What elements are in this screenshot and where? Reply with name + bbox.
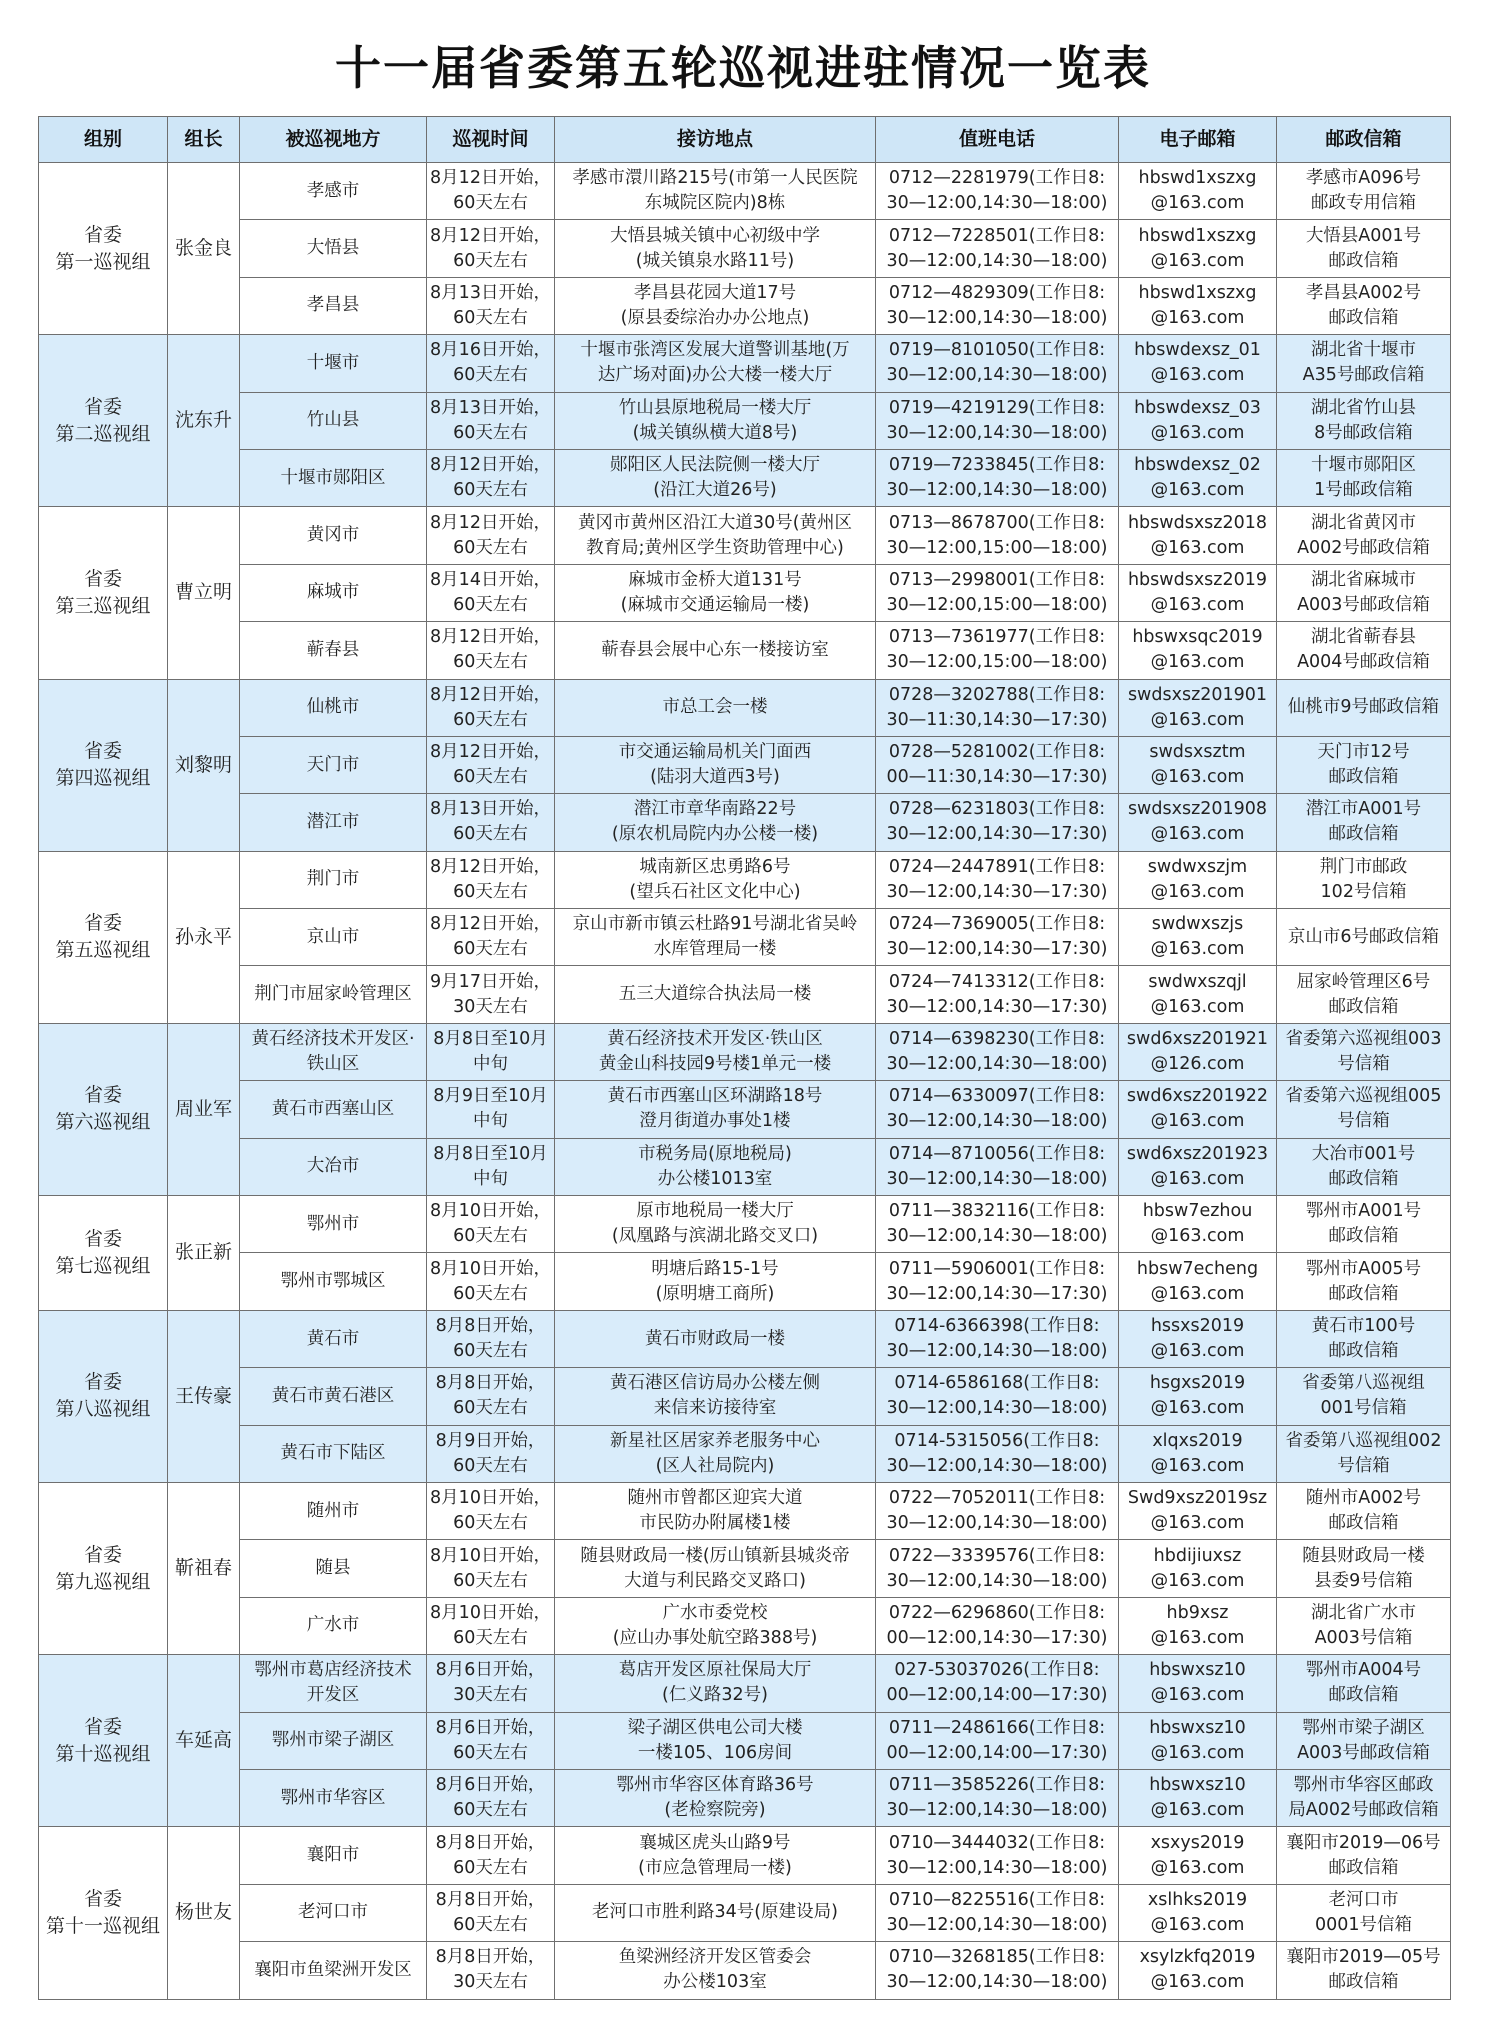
phone-cell: 0713—8678700(工作日8: 30—12:00,15:00—18:00) bbox=[876, 507, 1119, 564]
place-cell: 黄石市西塞山区 bbox=[240, 1081, 427, 1138]
phone-cell: 0728—6231803(工作日8: 30—12:00,14:30—17:30) bbox=[876, 794, 1119, 851]
group-name-cell: 省委 第十巡视组 bbox=[39, 1655, 168, 1827]
address-cell: 老河口市胜利路34号(原建设局) bbox=[555, 1884, 876, 1941]
address-cell: 新星社区居家养老服务中心 (区人社局院内) bbox=[555, 1425, 876, 1482]
email-cell: swd6xsz201922 @163.com bbox=[1119, 1081, 1277, 1138]
phone-cell: 0711—5906001(工作日8: 30—12:00,14:30—17:30) bbox=[876, 1253, 1119, 1310]
phone-cell: 0711—3585226(工作日8: 30—12:00,14:30—18:00) bbox=[876, 1769, 1119, 1826]
time-cell: 8月8日至10月 中旬 bbox=[427, 1023, 555, 1080]
place-cell: 黄石市下陆区 bbox=[240, 1425, 427, 1482]
postbox-cell: 省委第八巡视组 001号信箱 bbox=[1277, 1368, 1451, 1425]
address-cell: 黄冈市黄州区沿江大道30号(黄州区 教育局;黄州区学生资助管理中心) bbox=[555, 507, 876, 564]
time-cell: 8月10日开始， 60天左右 bbox=[427, 1482, 555, 1539]
email-cell: hbswdexsz_03 @163.com bbox=[1119, 392, 1277, 449]
address-cell: 葛店开发区原社保局大厅 (仁义路32号) bbox=[555, 1655, 876, 1712]
email-cell: swdwxszqjl @163.com bbox=[1119, 966, 1277, 1023]
postbox-cell: 鄂州市A001号 邮政信箱 bbox=[1277, 1196, 1451, 1253]
inspection-table bbox=[38, 116, 1451, 2000]
place-cell: 竹山县 bbox=[240, 392, 427, 449]
address-cell: 襄城区虎头山路9号 (市应急管理局一楼) bbox=[555, 1827, 876, 1884]
table-row bbox=[39, 851, 1451, 908]
postbox-cell: 孝昌县A002号 邮政信箱 bbox=[1277, 277, 1451, 334]
place-cell: 京山市 bbox=[240, 909, 427, 966]
phone-cell: 027-53037026(工作日8: 00—12:00,14:00—17:30) bbox=[876, 1655, 1119, 1712]
postbox-cell: 仙桃市9号邮政信箱 bbox=[1277, 679, 1451, 736]
email-cell: swdsxsztm @163.com bbox=[1119, 736, 1277, 793]
email-cell: hbswdexsz_02 @163.com bbox=[1119, 449, 1277, 506]
email-cell: hbswxsz10 @163.com bbox=[1119, 1712, 1277, 1769]
group-leader-cell: 靳祖春 bbox=[168, 1482, 240, 1654]
email-cell: hb9xsz @163.com bbox=[1119, 1597, 1277, 1654]
place-cell: 黄石市 bbox=[240, 1310, 427, 1367]
email-cell: xsylzkfq2019 @163.com bbox=[1119, 1942, 1277, 1999]
phone-cell: 0711—3832116(工作日8: 30—12:00,14:30—18:00) bbox=[876, 1196, 1119, 1253]
address-cell: 五三大道综合执法局一楼 bbox=[555, 966, 876, 1023]
time-cell: 8月12日开始， 60天左右 bbox=[427, 220, 555, 277]
group-name-cell: 省委 第六巡视组 bbox=[39, 1023, 168, 1195]
email-cell: hbdijiuxsz @163.com bbox=[1119, 1540, 1277, 1597]
phone-cell: 0712—4829309(工作日8: 30—12:00,14:30—18:00) bbox=[876, 277, 1119, 334]
postbox-cell: 湖北省麻城市 A003号邮政信箱 bbox=[1277, 564, 1451, 621]
email-cell: hsgxs2019 @163.com bbox=[1119, 1368, 1277, 1425]
table-row bbox=[39, 277, 1451, 334]
time-cell: 8月10日开始， 60天左右 bbox=[427, 1253, 555, 1310]
table-row bbox=[39, 335, 1451, 392]
phone-cell: 0728—3202788(工作日8: 30—11:30,14:30—17:30) bbox=[876, 679, 1119, 736]
group-name-cell: 省委 第十一巡视组 bbox=[39, 1827, 168, 1999]
time-cell: 8月8日开始， 60天左右 bbox=[427, 1827, 555, 1884]
postbox-cell: 老河口市 0001号信箱 bbox=[1277, 1884, 1451, 1941]
address-cell: 市税务局(原地税局) 办公楼1013室 bbox=[555, 1138, 876, 1195]
postbox-cell: 鄂州市A004号 邮政信箱 bbox=[1277, 1655, 1451, 1712]
header-row bbox=[39, 117, 1451, 163]
place-cell: 黄石市黄石港区 bbox=[240, 1368, 427, 1425]
table-row bbox=[39, 1769, 1451, 1826]
header-postbox: 邮政信箱 bbox=[1277, 117, 1451, 163]
table-row bbox=[39, 220, 1451, 277]
email-cell: hbswdsxsz2019 @163.com bbox=[1119, 564, 1277, 621]
postbox-cell: 屈家岭管理区6号 邮政信箱 bbox=[1277, 966, 1451, 1023]
address-cell: 孝感市澴川路215号(市第一人民医院 东城院区院内)8栋 bbox=[555, 163, 876, 220]
group-name-cell: 省委 第八巡视组 bbox=[39, 1310, 168, 1482]
place-cell: 黄石经济技术开发区· 铁山区 bbox=[240, 1023, 427, 1080]
address-cell: 黄石经济技术开发区·铁山区 黄金山科技园9号楼1单元一楼 bbox=[555, 1023, 876, 1080]
table-body bbox=[39, 163, 1451, 2000]
place-cell: 鄂州市华容区 bbox=[240, 1769, 427, 1826]
postbox-cell: 省委第六巡视组005 号信箱 bbox=[1277, 1081, 1451, 1138]
place-cell: 黄冈市 bbox=[240, 507, 427, 564]
time-cell: 8月12日开始， 60天左右 bbox=[427, 736, 555, 793]
group-leader-cell: 刘黎明 bbox=[168, 679, 240, 851]
postbox-cell: 鄂州市华容区邮政 局A002号邮政信箱 bbox=[1277, 1769, 1451, 1826]
table-row bbox=[39, 794, 1451, 851]
table-row bbox=[39, 1540, 1451, 1597]
postbox-cell: 随县财政局一楼 县委9号信箱 bbox=[1277, 1540, 1451, 1597]
time-cell: 8月12日开始， 60天左右 bbox=[427, 507, 555, 564]
email-cell: hbsw7ezhou @163.com bbox=[1119, 1196, 1277, 1253]
table-row bbox=[39, 1425, 1451, 1482]
email-cell: swdwxszjs @163.com bbox=[1119, 909, 1277, 966]
phone-cell: 0714—6330097(工作日8: 30—12:00,14:30—18:00) bbox=[876, 1081, 1119, 1138]
postbox-cell: 天门市12号 邮政信箱 bbox=[1277, 736, 1451, 793]
phone-cell: 0710—8225516(工作日8: 30—12:00,14:30—18:00) bbox=[876, 1884, 1119, 1941]
table-row bbox=[39, 1310, 1451, 1367]
place-cell: 鄂州市葛店经济技术 开发区 bbox=[240, 1655, 427, 1712]
address-cell: 孝昌县花园大道17号 (原县委综治办办公地点) bbox=[555, 277, 876, 334]
time-cell: 8月13日开始， 60天左右 bbox=[427, 392, 555, 449]
email-cell: swd6xsz201923 @163.com bbox=[1119, 1138, 1277, 1195]
phone-cell: 0714-6586168(工作日8: 30—12:00,14:30—18:00) bbox=[876, 1368, 1119, 1425]
email-cell: hbswxsz10 @163.com bbox=[1119, 1769, 1277, 1826]
address-cell: 广水市委党校 (应山办事处航空路388号) bbox=[555, 1597, 876, 1654]
header-leader: 组长 bbox=[168, 117, 240, 163]
address-cell: 黄石港区信访局办公楼左侧 来信来访接待室 bbox=[555, 1368, 876, 1425]
table-row bbox=[39, 449, 1451, 506]
address-cell: 大悟县城关镇中心初级中学 (城关镇泉水路11号) bbox=[555, 220, 876, 277]
postbox-cell: 襄阳市2019—05号 邮政信箱 bbox=[1277, 1942, 1451, 1999]
group-leader-cell: 杨世友 bbox=[168, 1827, 240, 1999]
phone-cell: 0719—7233845(工作日8: 30—12:00,14:30—18:00) bbox=[876, 449, 1119, 506]
header-place: 被巡视地方 bbox=[240, 117, 427, 163]
email-cell: hbswxsz10 @163.com bbox=[1119, 1655, 1277, 1712]
postbox-cell: 黄石市100号 邮政信箱 bbox=[1277, 1310, 1451, 1367]
place-cell: 潜江市 bbox=[240, 794, 427, 851]
phone-cell: 0722—6296860(工作日8: 00—12:00,14:30—17:30) bbox=[876, 1597, 1119, 1654]
email-cell: xlqxs2019 @163.com bbox=[1119, 1425, 1277, 1482]
place-cell: 蕲春县 bbox=[240, 622, 427, 679]
phone-cell: 0713—2998001(工作日8: 30—12:00,15:00—18:00) bbox=[876, 564, 1119, 621]
header-group: 组别 bbox=[39, 117, 168, 163]
group-leader-cell: 沈东升 bbox=[168, 335, 240, 507]
postbox-cell: 湖北省竹山县 8号邮政信箱 bbox=[1277, 392, 1451, 449]
table-row bbox=[39, 1712, 1451, 1769]
table-row bbox=[39, 622, 1451, 679]
time-cell: 8月12日开始， 60天左右 bbox=[427, 163, 555, 220]
address-cell: 蕲春县会展中心东一楼接访室 bbox=[555, 622, 876, 679]
address-cell: 市交通运输局机关门面西 (陆羽大道西3号) bbox=[555, 736, 876, 793]
table-row bbox=[39, 392, 1451, 449]
email-cell: hssxs2019 @163.com bbox=[1119, 1310, 1277, 1367]
phone-cell: 0712—2281979(工作日8: 30—12:00,14:30—18:00) bbox=[876, 163, 1119, 220]
place-cell: 仙桃市 bbox=[240, 679, 427, 736]
group-name-cell: 省委 第五巡视组 bbox=[39, 851, 168, 1023]
postbox-cell: 大悟县A001号 邮政信箱 bbox=[1277, 220, 1451, 277]
group-name-cell: 省委 第四巡视组 bbox=[39, 679, 168, 851]
phone-cell: 0714-6366398(工作日8: 30—12:00,14:30—18:00) bbox=[876, 1310, 1119, 1367]
time-cell: 8月6日开始， 30天左右 bbox=[427, 1655, 555, 1712]
phone-cell: 0710—3268185(工作日8: 30—12:00,14:30—18:00) bbox=[876, 1942, 1119, 1999]
place-cell: 大冶市 bbox=[240, 1138, 427, 1195]
email-cell: swdsxsz201901 @163.com bbox=[1119, 679, 1277, 736]
email-cell: hbsw7echeng @163.com bbox=[1119, 1253, 1277, 1310]
table-row bbox=[39, 1884, 1451, 1941]
header-time: 巡视时间 bbox=[427, 117, 555, 163]
postbox-cell: 荆门市邮政 102号信箱 bbox=[1277, 851, 1451, 908]
time-cell: 8月8日开始， 60天左右 bbox=[427, 1310, 555, 1367]
place-cell: 鄂州市鄂城区 bbox=[240, 1253, 427, 1310]
table-row bbox=[39, 909, 1451, 966]
address-cell: 十堰市张湾区发展大道警训基地(万 达广场对面)办公大楼一楼大厅 bbox=[555, 335, 876, 392]
phone-cell: 0724—7369005(工作日8: 30—12:00,14:30—17:30) bbox=[876, 909, 1119, 966]
address-cell: 京山市新市镇云杜路91号湖北省吴岭 水库管理局一楼 bbox=[555, 909, 876, 966]
postbox-cell: 湖北省广水市 A003号信箱 bbox=[1277, 1597, 1451, 1654]
email-cell: hbswd1xszxg @163.com bbox=[1119, 277, 1277, 334]
phone-cell: 0724—2447891(工作日8: 30—12:00,14:30—17:30) bbox=[876, 851, 1119, 908]
table-row bbox=[39, 1827, 1451, 1884]
postbox-cell: 鄂州市梁子湖区 A003号邮政信箱 bbox=[1277, 1712, 1451, 1769]
table-row bbox=[39, 1196, 1451, 1253]
place-cell: 荆门市 bbox=[240, 851, 427, 908]
email-cell: xsxys2019 @163.com bbox=[1119, 1827, 1277, 1884]
phone-cell: 0728—5281002(工作日8: 00—11:30,14:30—17:30) bbox=[876, 736, 1119, 793]
group-leader-cell: 张金良 bbox=[168, 163, 240, 335]
address-cell: 黄石市财政局一楼 bbox=[555, 1310, 876, 1367]
place-cell: 十堰市 bbox=[240, 335, 427, 392]
place-cell: 襄阳市 bbox=[240, 1827, 427, 1884]
time-cell: 8月8日开始， 60天左右 bbox=[427, 1368, 555, 1425]
postbox-cell: 省委第六巡视组003 号信箱 bbox=[1277, 1023, 1451, 1080]
table-row bbox=[39, 1138, 1451, 1195]
time-cell: 8月16日开始， 60天左右 bbox=[427, 335, 555, 392]
email-cell: swdsxsz201908 @163.com bbox=[1119, 794, 1277, 851]
table-row bbox=[39, 1482, 1451, 1539]
email-cell: swdwxszjm @163.com bbox=[1119, 851, 1277, 908]
time-cell: 9月17日开始， 30天左右 bbox=[427, 966, 555, 1023]
postbox-cell: 京山市6号邮政信箱 bbox=[1277, 909, 1451, 966]
address-cell: 梁子湖区供电公司大楼 一楼105、106房间 bbox=[555, 1712, 876, 1769]
table-row bbox=[39, 1023, 1451, 1080]
time-cell: 8月9日至10月 中旬 bbox=[427, 1081, 555, 1138]
address-cell: 明塘后路15-1号 (原明塘工商所) bbox=[555, 1253, 876, 1310]
time-cell: 8月9日开始， 60天左右 bbox=[427, 1425, 555, 1482]
address-cell: 随县财政局一楼(厉山镇新县城炎帝 大道与利民路交叉路口) bbox=[555, 1540, 876, 1597]
email-cell: hbswdsxsz2018 @163.com bbox=[1119, 507, 1277, 564]
postbox-cell: 孝感市A096号 邮政专用信箱 bbox=[1277, 163, 1451, 220]
phone-cell: 0722—7052011(工作日8: 30—12:00,14:30—18:00) bbox=[876, 1482, 1119, 1539]
time-cell: 8月8日开始， 60天左右 bbox=[427, 1884, 555, 1941]
time-cell: 8月13日开始， 60天左右 bbox=[427, 277, 555, 334]
group-name-cell: 省委 第三巡视组 bbox=[39, 507, 168, 679]
table-row bbox=[39, 1655, 1451, 1712]
address-cell: 市总工会一楼 bbox=[555, 679, 876, 736]
time-cell: 8月12日开始， 60天左右 bbox=[427, 449, 555, 506]
time-cell: 8月10日开始， 60天左右 bbox=[427, 1540, 555, 1597]
time-cell: 8月12日开始， 60天左右 bbox=[427, 851, 555, 908]
address-cell: 随州市曾都区迎宾大道 市民防办附属楼1楼 bbox=[555, 1482, 876, 1539]
table-row bbox=[39, 679, 1451, 736]
address-cell: 原市地税局一楼大厅 (凤凰路与滨湖北路交叉口) bbox=[555, 1196, 876, 1253]
time-cell: 8月14日开始， 60天左右 bbox=[427, 564, 555, 621]
table-row bbox=[39, 1253, 1451, 1310]
email-cell: xslhks2019 @163.com bbox=[1119, 1884, 1277, 1941]
group-leader-cell: 张正新 bbox=[168, 1196, 240, 1311]
group-leader-cell: 曹立明 bbox=[168, 507, 240, 679]
time-cell: 8月12日开始， 60天左右 bbox=[427, 622, 555, 679]
place-cell: 大悟县 bbox=[240, 220, 427, 277]
table-row bbox=[39, 564, 1451, 621]
postbox-cell: 大冶市001号 邮政信箱 bbox=[1277, 1138, 1451, 1195]
postbox-cell: 十堰市郧阳区 1号邮政信箱 bbox=[1277, 449, 1451, 506]
place-cell: 麻城市 bbox=[240, 564, 427, 621]
email-cell: hbswd1xszxg @163.com bbox=[1119, 220, 1277, 277]
header-email: 电子邮箱 bbox=[1119, 117, 1277, 163]
time-cell: 8月6日开始， 60天左右 bbox=[427, 1769, 555, 1826]
email-cell: Swd9xsz2019sz @163.com bbox=[1119, 1482, 1277, 1539]
time-cell: 8月12日开始， 60天左右 bbox=[427, 909, 555, 966]
place-cell: 广水市 bbox=[240, 1597, 427, 1654]
table-row bbox=[39, 507, 1451, 564]
header-phone: 值班电话 bbox=[876, 117, 1119, 163]
time-cell: 8月10日开始， 60天左右 bbox=[427, 1196, 555, 1253]
place-cell: 随县 bbox=[240, 1540, 427, 1597]
address-cell: 鱼梁洲经济开发区管委会 办公楼103室 bbox=[555, 1942, 876, 1999]
group-name-cell: 省委 第二巡视组 bbox=[39, 335, 168, 507]
email-cell: hbswxsqc2019 @163.com bbox=[1119, 622, 1277, 679]
phone-cell: 0719—8101050(工作日8: 30—12:00,14:30—18:00) bbox=[876, 335, 1119, 392]
time-cell: 8月13日开始， 60天左右 bbox=[427, 794, 555, 851]
email-cell: hbswd1xszxg @163.com bbox=[1119, 163, 1277, 220]
table-row bbox=[39, 1597, 1451, 1654]
postbox-cell: 湖北省蕲春县 A004号邮政信箱 bbox=[1277, 622, 1451, 679]
address-cell: 郧阳区人民法院侧一楼大厅 (沿江大道26号) bbox=[555, 449, 876, 506]
address-cell: 城南新区忠勇路6号 (望兵石社区文化中心) bbox=[555, 851, 876, 908]
place-cell: 孝昌县 bbox=[240, 277, 427, 334]
phone-cell: 0711—2486166(工作日8: 00—12:00,14:00—17:30) bbox=[876, 1712, 1119, 1769]
phone-cell: 0712—7228501(工作日8: 30—12:00,14:30—18:00) bbox=[876, 220, 1119, 277]
postbox-cell: 鄂州市A005号 邮政信箱 bbox=[1277, 1253, 1451, 1310]
postbox-cell: 随州市A002号 邮政信箱 bbox=[1277, 1482, 1451, 1539]
header-address: 接访地点 bbox=[555, 117, 876, 163]
place-cell: 十堰市郧阳区 bbox=[240, 449, 427, 506]
postbox-cell: 湖北省黄冈市 A002号邮政信箱 bbox=[1277, 507, 1451, 564]
place-cell: 随州市 bbox=[240, 1482, 427, 1539]
table-row bbox=[39, 966, 1451, 1023]
phone-cell: 0714-5315056(工作日8: 30—12:00,14:30—18:00) bbox=[876, 1425, 1119, 1482]
phone-cell: 0719—4219129(工作日8: 30—12:00,14:30—18:00) bbox=[876, 392, 1119, 449]
address-cell: 竹山县原地税局一楼大厅 (城关镇纵横大道8号) bbox=[555, 392, 876, 449]
place-cell: 鄂州市梁子湖区 bbox=[240, 1712, 427, 1769]
place-cell: 鄂州市 bbox=[240, 1196, 427, 1253]
place-cell: 荆门市屈家岭管理区 bbox=[240, 966, 427, 1023]
address-cell: 鄂州市华容区体育路36号 (老检察院旁) bbox=[555, 1769, 876, 1826]
time-cell: 8月8日开始， 30天左右 bbox=[427, 1942, 555, 1999]
postbox-cell: 湖北省十堰市 A35号邮政信箱 bbox=[1277, 335, 1451, 392]
time-cell: 8月6日开始， 60天左右 bbox=[427, 1712, 555, 1769]
table-row bbox=[39, 1368, 1451, 1425]
time-cell: 8月8日至10月 中旬 bbox=[427, 1138, 555, 1195]
email-cell: hbswdexsz_01 @163.com bbox=[1119, 335, 1277, 392]
phone-cell: 0713—7361977(工作日8: 30—12:00,15:00—18:00) bbox=[876, 622, 1119, 679]
phone-cell: 0710—3444032(工作日8: 30—12:00,14:30—18:00) bbox=[876, 1827, 1119, 1884]
table-row bbox=[39, 163, 1451, 220]
group-name-cell: 省委 第九巡视组 bbox=[39, 1482, 168, 1654]
table-row bbox=[39, 1081, 1451, 1138]
postbox-cell: 潜江市A001号 邮政信箱 bbox=[1277, 794, 1451, 851]
table-row bbox=[39, 1942, 1451, 1999]
table-row bbox=[39, 736, 1451, 793]
group-leader-cell: 周业军 bbox=[168, 1023, 240, 1195]
group-leader-cell: 孙永平 bbox=[168, 851, 240, 1023]
address-cell: 潜江市章华南路22号 (原农机局院内办公楼一楼) bbox=[555, 794, 876, 851]
group-leader-cell: 王传豪 bbox=[168, 1310, 240, 1482]
phone-cell: 0714—6398230(工作日8: 30—12:00,14:30—18:00) bbox=[876, 1023, 1119, 1080]
postbox-cell: 襄阳市2019—06号 邮政信箱 bbox=[1277, 1827, 1451, 1884]
address-cell: 麻城市金桥大道131号 (麻城市交通运输局一楼) bbox=[555, 564, 876, 621]
group-leader-cell: 车延高 bbox=[168, 1655, 240, 1827]
postbox-cell: 省委第八巡视组002 号信箱 bbox=[1277, 1425, 1451, 1482]
time-cell: 8月10日开始， 60天左右 bbox=[427, 1597, 555, 1654]
group-name-cell: 省委 第一巡视组 bbox=[39, 163, 168, 335]
place-cell: 老河口市 bbox=[240, 1884, 427, 1941]
address-cell: 黄石市西塞山区环湖路18号 澄月街道办事处1楼 bbox=[555, 1081, 876, 1138]
phone-cell: 0724—7413312(工作日8: 30—12:00,14:30—17:30) bbox=[876, 966, 1119, 1023]
place-cell: 孝感市 bbox=[240, 163, 427, 220]
phone-cell: 0722—3339576(工作日8: 30—12:00,14:30—18:00) bbox=[876, 1540, 1119, 1597]
time-cell: 8月12日开始， 60天左右 bbox=[427, 679, 555, 736]
page-title: 十一届省委第五轮巡视进驻情况一览表 bbox=[335, 41, 1151, 95]
place-cell: 襄阳市鱼梁洲开发区 bbox=[240, 1942, 427, 1999]
phone-cell: 0714—8710056(工作日8: 30—12:00,14:30—18:00) bbox=[876, 1138, 1119, 1195]
place-cell: 天门市 bbox=[240, 736, 427, 793]
email-cell: swd6xsz201921 @126.com bbox=[1119, 1023, 1277, 1080]
group-name-cell: 省委 第七巡视组 bbox=[39, 1196, 168, 1311]
